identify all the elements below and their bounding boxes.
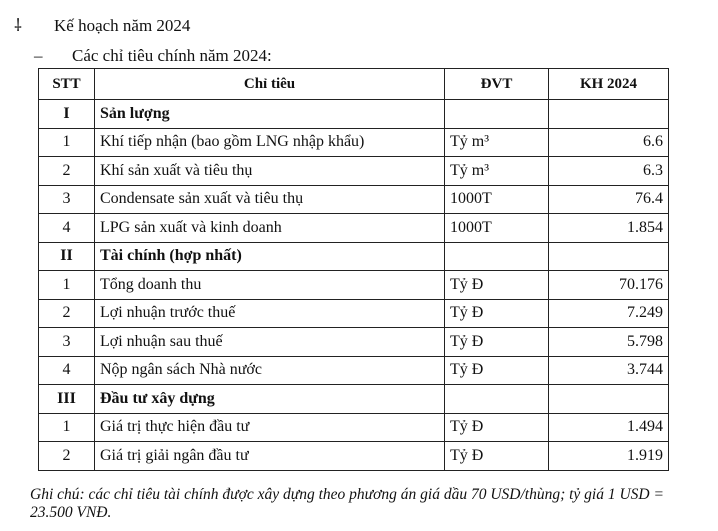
cell-stt: 2 (39, 157, 95, 186)
cell-plan (549, 242, 669, 271)
cell-indicator: Khí tiếp nhận (bao gồm LNG nhập khẩu) (95, 128, 445, 157)
footnote: Ghi chú: các chỉ tiêu tài chính được xây dựng theo phương án giá dầu 70 USD/thùng; tỷ giá 1 USD = 23.500 VNĐ. (30, 486, 664, 521)
cell-indicator: Lợi nhuận trước thuế (95, 299, 445, 328)
indicators-subheading-text: Các chỉ tiêu chính năm 2024: (72, 46, 272, 65)
cell-plan: 76.4 (549, 185, 669, 214)
table-row (39, 214, 669, 243)
cell-plan (549, 100, 669, 129)
group-row (39, 385, 669, 414)
cell-unit: 1000T (445, 185, 549, 214)
table-row (39, 328, 669, 357)
table-row (39, 413, 669, 442)
cell-plan: 1.494 (549, 413, 669, 442)
table-header-row (39, 69, 669, 100)
group-row (39, 100, 669, 129)
table-row (39, 128, 669, 157)
cell-unit: Tỷ Đ (445, 442, 549, 471)
cell-plan: 70.176 (549, 271, 669, 300)
bullet-icon: ⸸ (14, 16, 22, 35)
group-row (39, 242, 669, 271)
cell-stt: 4 (39, 356, 95, 385)
indicators-table (38, 68, 669, 471)
cell-unit: 1000T (445, 214, 549, 243)
cell-indicator: Khí sản xuất và tiêu thụ (95, 157, 445, 186)
table-row (39, 299, 669, 328)
cell-indicator: Đầu tư xây dựng (95, 385, 445, 414)
table-row (39, 185, 669, 214)
cell-indicator: Lợi nhuận sau thuế (95, 328, 445, 357)
cell-unit: Tỷ Đ (445, 356, 549, 385)
cell-stt: II (39, 242, 95, 271)
cell-stt: 4 (39, 214, 95, 243)
header-unit: ĐVT (445, 69, 549, 100)
table-row (39, 442, 669, 471)
cell-indicator: Tài chính (hợp nhất) (95, 242, 445, 271)
cell-plan (549, 385, 669, 414)
cell-unit: Tỷ m³ (445, 157, 549, 186)
cell-stt: 1 (39, 413, 95, 442)
cell-stt: 3 (39, 328, 95, 357)
cell-plan: 1.854 (549, 214, 669, 243)
cell-stt: 3 (39, 185, 95, 214)
cell-unit (445, 242, 549, 271)
header-indicator: Chỉ tiêu (95, 69, 445, 100)
cell-indicator: Giá trị giải ngân đầu tư (95, 442, 445, 471)
cell-unit (445, 100, 549, 129)
cell-unit: Tỷ Đ (445, 413, 549, 442)
cell-unit (445, 385, 549, 414)
cell-plan: 1.919 (549, 442, 669, 471)
plan-heading-text: Kế hoạch năm 2024 (54, 16, 191, 35)
cell-stt: 2 (39, 299, 95, 328)
cell-indicator: Condensate sản xuất và tiêu thụ (95, 185, 445, 214)
cell-stt: III (39, 385, 95, 414)
cell-unit: Tỷ Đ (445, 328, 549, 357)
header-stt: STT (39, 69, 95, 100)
table-row (39, 271, 669, 300)
cell-plan: 3.744 (549, 356, 669, 385)
header-plan: KH 2024 (549, 69, 669, 100)
cell-indicator: LPG sản xuất và kinh doanh (95, 214, 445, 243)
table-row (39, 356, 669, 385)
cell-unit: Tỷ m³ (445, 128, 549, 157)
cell-stt: 1 (39, 128, 95, 157)
plan-heading (14, 13, 190, 36)
cell-stt: 2 (39, 442, 95, 471)
indicators-subheading (34, 46, 272, 66)
cell-plan: 7.249 (549, 299, 669, 328)
cell-unit: Tỷ Đ (445, 299, 549, 328)
cell-indicator: Giá trị thực hiện đầu tư (95, 413, 445, 442)
cell-unit: Tỷ Đ (445, 271, 549, 300)
cell-plan: 5.798 (549, 328, 669, 357)
cell-indicator: Tổng doanh thu (95, 271, 445, 300)
cell-indicator: Nộp ngân sách Nhà nước (95, 356, 445, 385)
cell-plan: 6.3 (549, 157, 669, 186)
cell-stt: 1 (39, 271, 95, 300)
table-row (39, 157, 669, 186)
cell-indicator: Sản lượng (95, 100, 445, 129)
cell-plan: 6.6 (549, 128, 669, 157)
cell-stt: I (39, 100, 95, 129)
dash-icon: – (34, 46, 43, 65)
